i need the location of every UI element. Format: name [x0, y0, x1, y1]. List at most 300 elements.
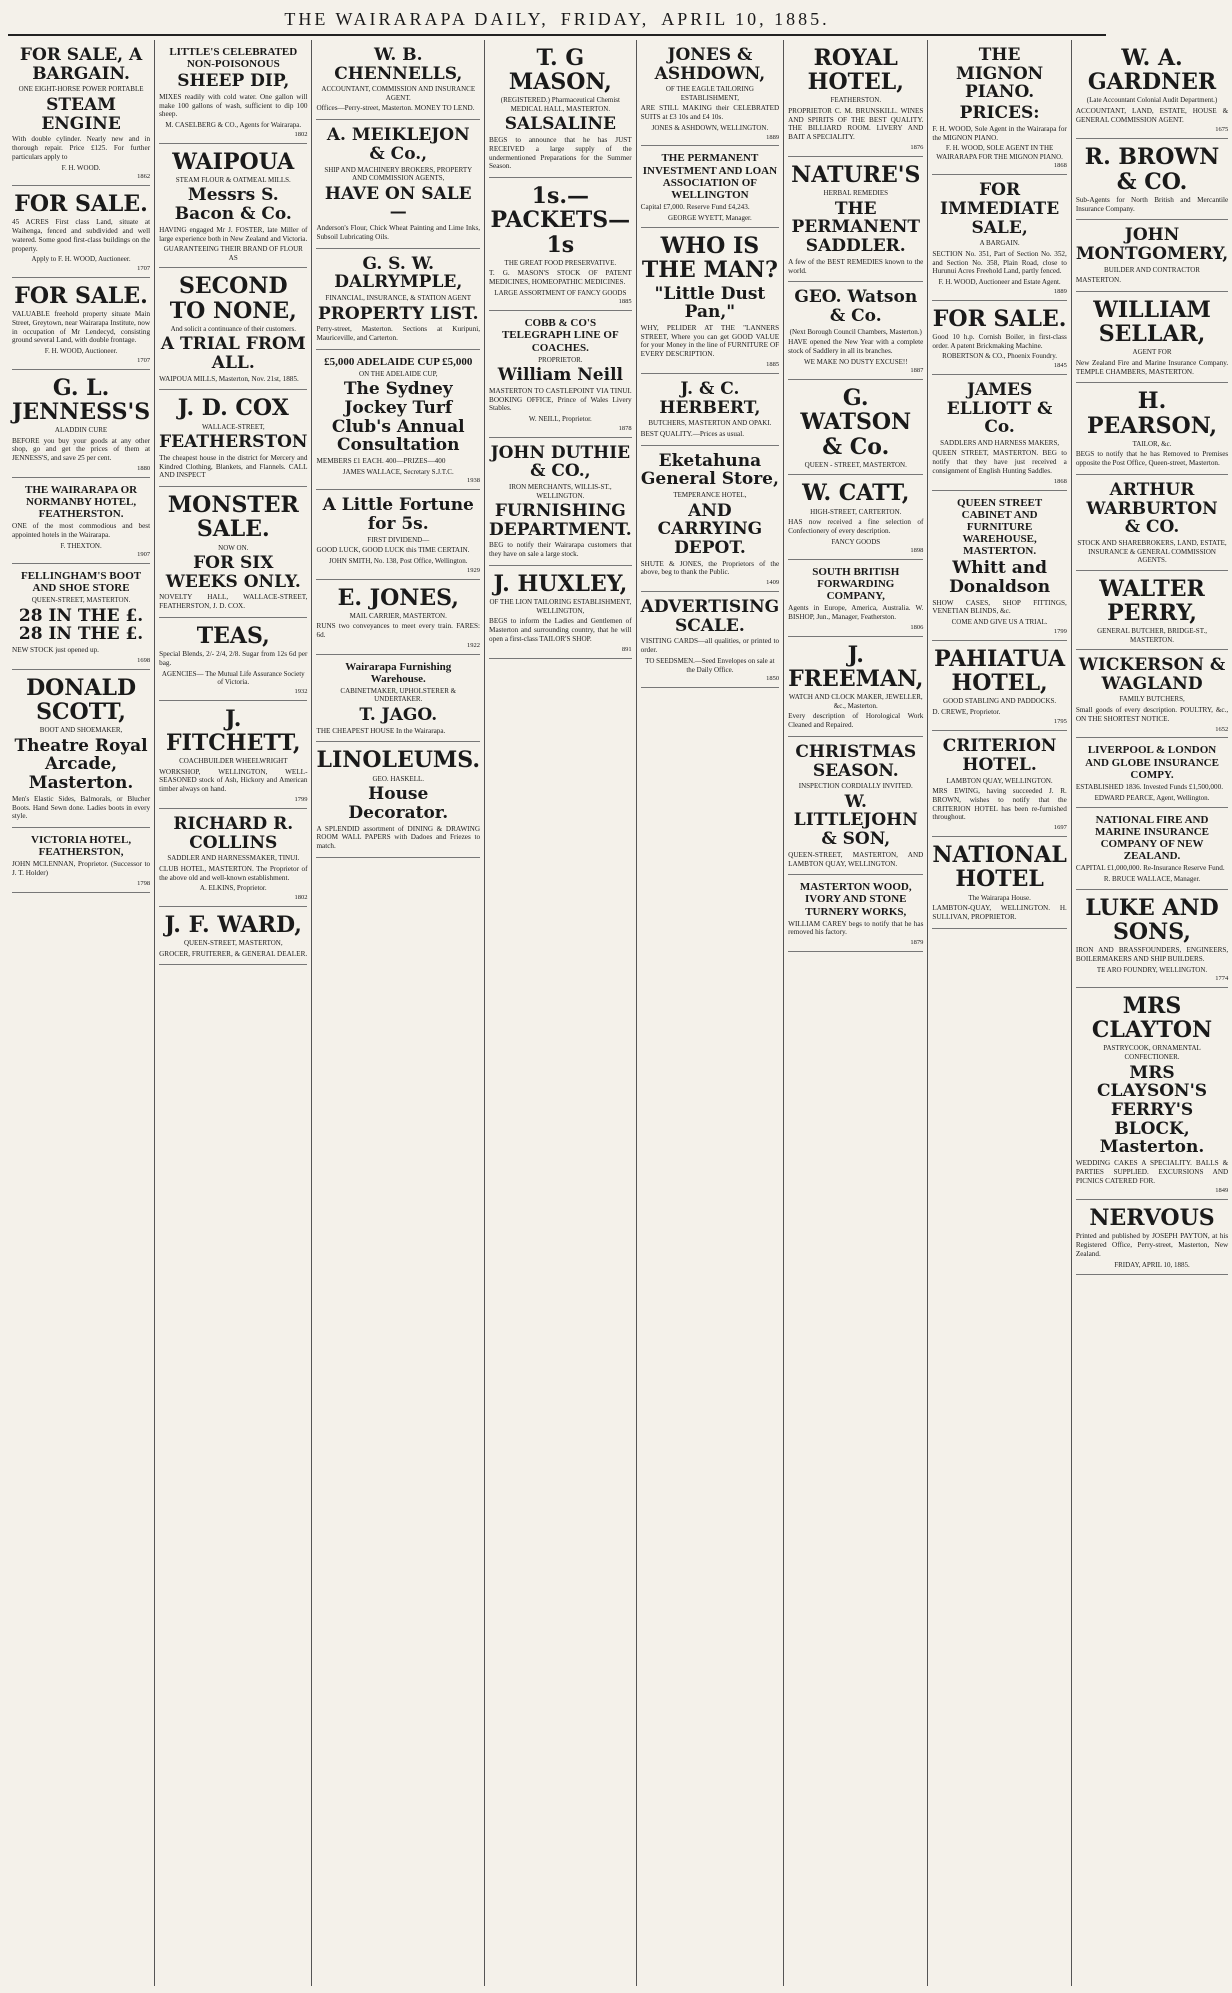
ad-signature: F. H. WOOD, SOLE AGENT IN THE WAIRARAPA FOR THE MIGNON PIANO.	[936, 144, 1063, 161]
ad-title: Wairarapa Furnishing Warehouse.	[345, 660, 452, 685]
ad-title: J. D. COX	[177, 395, 289, 422]
ad-body: HAVE opened the New Year with a complete stock of Saddlery in all its branches.	[788, 338, 924, 355]
ad-title: G. L. JENNESS'S	[12, 374, 151, 425]
advertisement	[1076, 571, 1228, 650]
advertisement	[1076, 890, 1228, 988]
ad-reference-number: 891	[621, 645, 632, 653]
ad-headline: 28 IN THE £. 28 IN THE £.	[18, 605, 144, 645]
advertisement	[316, 40, 480, 120]
ad-reference-number: 1774	[1215, 975, 1229, 983]
ad-body: Perry-street, Masterton. Sections at Kuripuni, Mauriceville, and Carterton.	[316, 325, 481, 342]
ad-body: Anderson's Flour, Chick Wheat Painting and Lime Inks, Subsoil Lubricating Oils.	[316, 224, 481, 241]
ad-body: PROPRIETOR C. M. BRUNSKILL. WINES AND SPIRITS OF THE BEST QUALITY. THE BILLIARD ROOM. LIVERY AND BAIT A SPECIALITY.	[788, 106, 924, 142]
ad-body: JOHN MCLENNAN, Proprietor. (Successor to J. T. Holder)	[12, 860, 151, 878]
ad-signature: TO SEEDSMEN.—Seed Envelopes on sale at the Daily Office.	[645, 657, 775, 674]
ad-body: WAIPOUA MILLS, Masterton, Nov. 21st, 1885.	[159, 374, 299, 383]
ad-title: LUKE AND SONS,	[1085, 894, 1219, 945]
ad-reference-number: 1878	[618, 424, 632, 432]
ad-title: A. MEIKLEJON & Co.,	[326, 125, 470, 164]
ad-title: LIVERPOOL & LONDON AND GLOBE INSURANCE COMPY.	[1085, 744, 1219, 781]
ad-reference-number: 1862	[137, 173, 151, 181]
ad-body: WHY, PELIDER AT THE "LANNERS STREET, Where you can get GOOD VALUE for your Money in the line of FURNITURE OF EVERY DESCRIPTION.	[640, 323, 780, 359]
ad-headline: PROPERTY LIST.	[317, 303, 479, 324]
ad-signature: F. THEXTON.	[60, 541, 102, 550]
ad-signature: R. BRUCE WALLACE, Manager.	[1103, 875, 1201, 884]
ad-title: CHRISTMAS SEASON.	[795, 741, 917, 781]
advertisement	[12, 670, 150, 828]
advertisement	[316, 120, 480, 248]
ad-title: SECOND TO NONE,	[169, 273, 297, 324]
advertisement	[489, 311, 632, 437]
ad-title: J. HUXLEY,	[493, 571, 628, 598]
ad-body: WILLIAM CAREY begs to notify that he has removed his factory.	[788, 919, 924, 937]
ad-body: VALUABLE freehold property situate Main Street, Greytown, near Wairarapa Institute, now in occupation of Mr Lendecyd, consisting ground several Land, with double frontage.	[12, 310, 151, 345]
ad-subtitle: GENERAL BUTCHER, BRIDGE-ST., MASTERTON.	[1097, 626, 1207, 644]
ad-subtitle: FEATHERSTON.	[830, 96, 882, 105]
ad-headline: A TRIAL FROM ALL.	[160, 334, 306, 373]
ad-subtitle: MAIL CARRIER, MASTERTON.	[349, 611, 447, 620]
advertisement	[641, 40, 780, 146]
advertisement	[159, 907, 307, 966]
ad-title: THE WAIRARAPA OR NORMANBY HOTEL, FEATHERSTON.	[25, 483, 138, 520]
ad-title: MRS CLAYTON	[1091, 993, 1213, 1044]
ad-title: T. G MASON,	[508, 45, 612, 96]
ad-title: LINOLEUMS.	[316, 747, 481, 774]
ad-reference-number: 1868	[1053, 477, 1067, 485]
ad-body: MASTERTON TO CASTLEPOINT VIA TINUI. BOOKING OFFICE, Prince of Wales Livery Stables.	[489, 386, 632, 413]
ad-subtitle: HIGH-STREET, CARTERTON.	[810, 507, 902, 516]
ad-title: FOR SALE.	[14, 282, 148, 309]
ad-subtitle: IRON MERCHANTS, WILLIS-ST., WELLINGTON.	[509, 483, 612, 500]
ad-title: FOR SALE.	[14, 191, 148, 218]
ad-reference-number: 1850	[766, 675, 780, 683]
ad-signature: EDWARD PEARCE, Agent, Wellington.	[1094, 793, 1210, 802]
advertisement	[159, 809, 307, 907]
ad-title: ROYAL HOTEL,	[807, 45, 904, 96]
advertisement	[1076, 738, 1228, 808]
ad-body: The cheapest house in the district for Mercery and Kindred Clothing, Blankets, and Flannels. CALL AND INSPECT	[159, 453, 308, 480]
ad-headline: Messrs S. Bacon & Co.	[174, 185, 292, 225]
ad-title: W. CATT,	[802, 480, 910, 507]
ad-reference-number: 1889	[1053, 287, 1067, 295]
advertisement	[159, 487, 307, 618]
ad-body: CLUB HOTEL, MASTERTON. The Proprietor of the above old and well-known establishment.	[159, 864, 308, 882]
ad-body: Agents in Europe, America, Australia. W. BISHOP, Jun., Manager, Featherston.	[788, 604, 924, 622]
ad-headline: FEATHERSTON	[159, 432, 308, 453]
ad-body: Offices—Perry-street, Masterton. MONEY TO LEND.	[316, 104, 475, 113]
ad-body: HAVING engaged Mr J. FOSTER, late Miller of large experience both in New Zealand and Victoria.	[159, 225, 308, 243]
ad-body: QUEEN STREET, MASTERTON. BEG to notify that they have just received a consignment of English Hunting Saddles.	[932, 449, 1067, 476]
ad-title: £5,000 ADELAIDE CUP £5,000	[324, 355, 473, 368]
column-4	[485, 40, 637, 1986]
ad-title: NATURE'S	[791, 161, 921, 188]
advertisement	[316, 249, 480, 350]
ad-subtitle: SADDLER AND HARNESSMAKER, TINUI.	[167, 854, 300, 863]
ad-body: New Zealand Fire and Marine Insurance Company. TEMPLE CHAMBERS, MASTERTON.	[1075, 358, 1229, 376]
ad-subtitle: OF THE LION TAILORING ESTABLISHMENT, WELLINGTON,	[489, 598, 632, 615]
ad-body: Sub-Agents for North British and Mercantile Insurance Company.	[1075, 195, 1229, 213]
advertisement	[932, 175, 1066, 300]
column-8	[1072, 40, 1232, 1986]
advertisement	[159, 268, 307, 390]
ad-title: ARTHUR WARBURTON & CO.	[1086, 479, 1218, 538]
ad-body: With double cylinder. Nearly new and in thorough repair. Price £125. For further particulars apply to	[12, 135, 151, 161]
ad-title: Eketahuna General Store,	[640, 450, 779, 490]
ad-reference-number: 1798	[137, 879, 151, 887]
ad-signature: GEORGE WYETT, Manager.	[668, 213, 752, 222]
advertisement	[932, 375, 1066, 491]
advertisement	[641, 228, 780, 374]
ad-subtitle: HERBAL REMEDIES	[823, 189, 889, 198]
ad-reference-number: 1409	[766, 579, 780, 587]
advertisement	[159, 144, 307, 269]
ad-subtitle: And solicit a continuance of their customers.	[170, 324, 296, 333]
ad-reference-number: 1879	[910, 939, 924, 947]
ad-reference-number: 1938	[467, 477, 481, 485]
ad-subtitle: OF THE EAGLE TAILORING ESTABLISHMENT,	[665, 85, 754, 102]
ad-title: SOUTH BRITISH FORWARDING COMPANY,	[812, 566, 900, 603]
ad-subtitle: WATCH AND CLOCK MAKER, JEWELLER, &c., Masterton.	[788, 693, 923, 710]
ad-body: Good 10 h.p. Cornish Boiler, in first-class order. A patent Brickmaking Machine.	[932, 332, 1067, 350]
advertisement	[489, 40, 632, 178]
advertisement	[932, 641, 1066, 732]
ad-body: LAMBTON-QUAY, WELLINGTON. H. SULLIVAN, PROPRIETOR.	[932, 904, 1067, 921]
ad-title: R. BROWN & CO.	[1084, 144, 1220, 195]
ad-headline: THE PERMANENT SADDLER.	[791, 198, 921, 257]
advertisement	[1076, 475, 1228, 571]
advertisement	[12, 40, 150, 186]
advertisement	[641, 146, 780, 228]
ad-body: BEFORE you buy your goods at any other shop, go and get the prices of them at JENNESS'S, and save 25 per cent.	[12, 436, 151, 463]
ad-body: Special Blends, 2/- 2/4, 2/8. Sugar from 12s 6d per bag.	[159, 650, 308, 668]
advertisement	[1076, 808, 1228, 890]
ad-title: A Little Fortune for 5s.	[322, 495, 474, 535]
ad-title: MASTERTON WOOD, IVORY AND STONE TURNERY WORKS,	[799, 881, 912, 918]
ad-subtitle: STOCK AND SHAREBROKERS, LAND, ESTATE, INSURANCE & GENERAL COMMISSION AGENTS.	[1077, 539, 1227, 565]
ad-subtitle: AGENT FOR	[1132, 348, 1172, 357]
ad-reference-number: 1802	[294, 893, 308, 901]
ad-title: VICTORIA HOTEL, FEATHERSTON,	[31, 834, 132, 859]
ad-subtitle: PROPRIETOR.	[538, 355, 583, 364]
advertisement	[932, 301, 1066, 375]
ad-headline: PRICES:	[959, 103, 1040, 124]
ad-body: BEGS to notify that he has Removed to Premises opposite the Post Office, Queen-street, Masterton.	[1075, 450, 1229, 468]
ad-title: MONSTER SALE.	[167, 492, 299, 543]
advertisement	[12, 478, 150, 564]
ad-body: NEW STOCK just opened up.	[12, 646, 99, 655]
ad-subtitle: LAMBTON QUAY, WELLINGTON.	[946, 776, 1053, 785]
ad-title: WHO IS THE MAN?	[641, 233, 778, 284]
ad-title: COBB & CO'S TELEGRAPH LINE OF COACHES.	[501, 317, 619, 354]
ad-body: RUNS two conveyances to meet every train. FARES: 6d.	[316, 622, 481, 639]
ad-title: TEAS,	[196, 623, 270, 650]
ad-title: FOR SALE.	[932, 305, 1067, 332]
ad-reference-number: 1799	[1053, 627, 1067, 635]
ad-subtitle: ON THE ADELAIDE CUP,	[359, 369, 438, 378]
ad-title: THE MIGNON PIANO.	[956, 45, 1044, 103]
ad-reference-number: 1697	[1053, 824, 1067, 832]
ad-body: A few of the BEST REMEDIES known to the world.	[788, 257, 924, 275]
ad-signature: WE MAKE NO DUSTY EXCUSE!!	[803, 357, 908, 366]
ad-reference-number: 1849	[1215, 1187, 1229, 1195]
ad-headline: W. LITTLEJOHN & SON,	[793, 791, 918, 850]
ad-body: HAS now received a fine selection of Confectionery of every description.	[788, 518, 924, 535]
ad-title: W. B. CHENNELLS,	[334, 45, 463, 84]
ad-body: Every description of Horological Work Cleaned and Repaired.	[788, 712, 924, 730]
ad-signature: JONES & ASHDOWN, WELLINGTON.	[651, 124, 769, 132]
ad-headline: HAVE ON SALE—	[324, 183, 472, 223]
advertisement	[489, 178, 632, 311]
ad-title: JOHN MONTGOMERY,	[1075, 225, 1229, 265]
ad-title: H. PEARSON,	[1086, 388, 1218, 439]
ad-reference-number: 1929	[467, 566, 481, 574]
ad-signature: JOHN SMITH, No. 138, Post Office, Wellington.	[328, 557, 468, 566]
advertisement	[489, 438, 632, 566]
ad-title: JONES & ASHDOWN,	[654, 45, 766, 84]
ad-headline: House Decorator.	[348, 784, 449, 823]
advertisement	[641, 592, 780, 688]
ad-subtitle: CABINETMAKER, UPHOLSTERER & UNDERTAKER.	[340, 686, 457, 704]
ad-reference-number: 1707	[137, 356, 151, 364]
ad-body: D. CREWE, Proprietor.	[932, 707, 1001, 716]
ad-body: QUEEN-STREET, MASTERTON, AND LAMBTON QUAY, WELLINGTON.	[788, 850, 924, 868]
ad-body: Small goods of every description. POULTRY, &c., ON THE SHORTEST NOTICE.	[1075, 705, 1229, 723]
advertisement	[788, 475, 923, 560]
advertisement	[12, 564, 150, 670]
advertisement	[316, 490, 480, 579]
ad-body: MIXES readily with cold water. One gallon will make 100 gallons of wash, sufficient to dip 100 sheep.	[159, 92, 308, 119]
ad-subtitle: QUEEN-STREET, MASTERTON.	[31, 596, 131, 605]
ad-body: Capital £7,000. Reserve Fund £4,243.	[640, 202, 750, 211]
advertisement	[1076, 988, 1228, 1200]
ad-body: GROCER, FRUITERER, & GENERAL DEALER.	[159, 949, 308, 958]
ad-signature: F. H. WOOD.	[61, 163, 101, 172]
ad-title: ADVERTISING SCALE.	[640, 597, 780, 636]
ad-reference-number: 1887	[910, 367, 924, 375]
ad-subtitle: STEAM FLOUR & OATMEAL MILLS.	[175, 175, 291, 184]
ad-subtitle: NOW ON.	[218, 543, 249, 552]
ad-title: JAMES ELLIOTT & Co.	[946, 379, 1053, 438]
advertisement	[788, 40, 923, 157]
ad-signature: F. H. WOOD, Auctioneer.	[44, 347, 118, 356]
ad-subtitle: GOOD STABLING AND PADDOCKS.	[943, 696, 1057, 705]
advertisement	[932, 491, 1066, 641]
ad-reference-number: 1907	[137, 551, 151, 559]
ad-signature: Apply to F. H. WOOD, Auctioneer.	[31, 255, 131, 264]
ad-reference-number: 1880	[137, 464, 151, 472]
ad-headline: T. JAGO.	[359, 704, 438, 725]
advertisement	[788, 282, 923, 380]
ad-reference-number: 1876	[910, 144, 924, 152]
advertisement	[788, 380, 923, 475]
ad-reference-number: 1795	[1053, 718, 1067, 726]
ad-body: SHOW CASES, SHOP FITTINGS, VENETIAN BLINDS, &c.	[932, 598, 1067, 616]
advertisement	[316, 350, 480, 491]
ad-subtitle: ONE EIGHT-HORSE POWER PORTABLE	[18, 85, 144, 94]
ad-subtitle: FINANCIAL, INSURANCE, & STATION AGENT	[325, 293, 472, 302]
ad-signature: TE ARO FOUNDRY, WELLINGTON.	[1096, 965, 1208, 974]
ad-subtitle: (Late Accountant Colonial Audit Department.)	[1086, 96, 1218, 105]
ad-title: PAHIATUA HOTEL,	[934, 645, 1066, 696]
ad-reference-number: 1806	[910, 623, 924, 631]
ad-body: BEST QUALITY.—Prices as usual.	[640, 429, 745, 438]
ad-signature: M. CASELBERG & CO., Agents for Wairarapa.	[165, 121, 302, 130]
ad-headline: Whitt and Donaldson	[949, 558, 1051, 597]
ad-subtitle: A BARGAIN.	[979, 239, 1020, 248]
ad-title: WAIPOUA	[172, 148, 295, 175]
ad-signature: FRIDAY, APRIL 10, 1885.	[1114, 1260, 1190, 1269]
advertisement	[788, 737, 923, 876]
ad-subtitle: QUEEN - STREET, MASTERTON.	[804, 460, 907, 469]
ad-reference-number: 1889	[766, 133, 780, 141]
ad-title: CRITERION HOTEL.	[942, 736, 1057, 775]
ad-reference-number: 1868	[1053, 162, 1067, 170]
ad-headline: The Sydney Jockey Turf Club's Annual Consultation	[331, 379, 465, 456]
ad-body: BEGS to inform the Ladies and Gentlemen of Masterton and surrounding country, that he will open a first-class TAILOR'S SHOP.	[489, 617, 632, 643]
ad-reference-number: 1845	[1053, 361, 1067, 369]
ad-headline: FURNISHING DEPARTMENT.	[489, 501, 632, 540]
advertisement	[1076, 1200, 1228, 1275]
advertisement	[316, 580, 480, 655]
ad-title: JOHN DUTHIE & CO.,	[490, 442, 631, 482]
advertisement	[1076, 292, 1228, 383]
masthead-title: THE WAIRARAPA DAILY,	[284, 8, 549, 29]
ad-title: WICKERSON & WAGLAND	[1078, 655, 1226, 694]
ad-body: ONE of the most commodious and best appointed hotels in the Wairarapa.	[12, 522, 151, 539]
ad-body: THE CHEAPEST HOUSE In the Wairarapa.	[316, 726, 446, 735]
ad-title: FELLINGHAM'S BOOT AND SHOE STORE	[20, 570, 142, 595]
advertisement	[489, 566, 632, 659]
ad-subtitle: TAILOR, &c.	[1132, 439, 1172, 448]
ad-title: RICHARD R. COLLINS	[173, 813, 294, 853]
masthead-date: APRIL 10, 1885.	[661, 8, 830, 29]
ad-reference-number: 1885	[766, 361, 780, 369]
ad-signature: ROBERTSON & CO., Phoenix Foundry.	[942, 352, 1058, 361]
ad-headline: SHEEP DIP,	[177, 71, 290, 92]
advertisement	[12, 370, 150, 478]
ad-title: GEO. Watson & Co.	[794, 287, 918, 326]
ad-title: J. & C. HERBERT,	[659, 378, 761, 418]
columns	[8, 40, 1229, 1986]
ad-body: SHUTE & JONES, the Proprietors of the above, beg to thank the Public.	[640, 559, 780, 577]
advertisement	[788, 875, 923, 952]
ad-body: GOOD LUCK, GOOD LUCK this TIME CERTAIN.	[316, 546, 470, 555]
advertisement	[1076, 40, 1228, 139]
ad-body: F. H. WOOD, Sole Agent in the Wairarapa for the MIGNON PIANO.	[932, 124, 1067, 142]
advertisement	[159, 618, 307, 701]
ad-reference-number: 1652	[1215, 725, 1229, 733]
ad-headline: STEAM ENGINE	[41, 94, 121, 134]
ad-subtitle: (REGISTERED.) Pharmaceutical Chemist MEDICAL HALL, MASTERTON.	[500, 96, 620, 113]
ad-reference-number: 1799	[294, 796, 308, 804]
ad-subtitle: GEO. HASKELL.	[372, 774, 425, 783]
ad-reference-number: 1802	[294, 130, 308, 138]
advertisement	[641, 446, 780, 592]
ad-subtitle: QUEEN-STREET, MASTERTON,	[183, 939, 283, 948]
advertisement	[788, 560, 923, 637]
ad-reference-number: 1707	[137, 264, 151, 272]
ad-title: G. S. W. DALRYMPLE,	[334, 253, 463, 293]
ad-title: NERVOUS	[1089, 1205, 1215, 1232]
column-7	[928, 40, 1071, 1986]
ad-subtitle: PASTRYCOOK, ORNAMENTAL CONFECTIONER.	[1103, 1044, 1201, 1062]
ad-body: CAPITAL £1,000,000. Re-Insurance Reserve Fund.	[1075, 864, 1225, 873]
ad-reference-number: 1675	[1215, 126, 1229, 134]
ad-body: SECTION No. 351, Part of Section No. 352, and Section No. 358, Plain Road, close to Hurunui Acres Freehold Land, partly fenced.	[932, 249, 1067, 276]
ad-headline: "Little Dust Pan,"	[654, 283, 766, 323]
ad-body: Printed and published by JOSEPH PAYTON, at his Registered Office, Perry-street, Masterton, New Zealand.	[1075, 1232, 1229, 1258]
ad-headline: AND CARRYING DEPOT.	[657, 500, 763, 558]
ad-title: THE PERMANENT INVESTMENT AND LOAN ASSOCIATION OF WELLINGTON	[642, 152, 778, 201]
masthead	[8, 4, 1106, 36]
ad-signature: F. H. WOOD, Auctioneer and Estate Agent.	[938, 278, 1061, 287]
ad-subtitle: (Next Borough Council Chambers, Masterton.)	[789, 327, 922, 336]
ad-headline: MRS CLAYSON'S FERRY'S BLOCK, Masterton.	[1096, 1062, 1208, 1158]
ad-reference-number: 1922	[467, 641, 481, 649]
ad-subtitle: INSPECTION CORDIALLY INVITED.	[798, 782, 913, 791]
ad-title: QUEEN STREET CABINET AND FURNITURE WAREHOUSE, MASTERTON.	[956, 496, 1043, 558]
column-3	[312, 40, 485, 1986]
ad-body: NOVELTY HALL, WALLACE-STREET, FEATHERSTON, J. D. COX.	[159, 593, 308, 611]
ad-subtitle: FIRST DIVIDEND—	[367, 535, 430, 544]
ad-subtitle: ALADDIN CURE	[54, 425, 108, 434]
ad-subtitle: THE GREAT FOOD PRESERVATIVE.	[504, 258, 617, 267]
ad-body: Men's Elastic Sides, Balmorals, or Blucher Boots. Hand Sewn done. Ladies boots in every style.	[12, 794, 151, 821]
advertisement	[1076, 383, 1228, 474]
ad-title: LITTLE'S CELEBRATED NON-POISONOUS	[169, 46, 298, 71]
ad-title: G. WATSON & Co.	[800, 385, 912, 460]
ad-title: WILLIAM SELLAR,	[1093, 297, 1211, 348]
ad-body: IRON AND BRASSFOUNDERS, ENGINEERS, BOILERMAKERS AND SHIP BUILDERS.	[1075, 946, 1229, 963]
ad-signature: GUARANTEEING THEIR BRAND OF FLOUR AS	[163, 245, 303, 262]
column-5	[637, 40, 785, 1986]
masthead-day: FRIDAY,	[560, 8, 650, 29]
advertisement	[1076, 650, 1228, 738]
advertisement	[159, 40, 307, 144]
ad-subtitle: COACHBUILDER WHEELWRIGHT	[179, 757, 288, 766]
ad-body: ARE STILL MAKING their CELEBRATED SUITS at £3 10s and £4 10s.	[640, 104, 780, 122]
ad-body: A SPLENDID assortment of DINING & DRAWING ROOM WALL PAPERS with Dadoes and Friezes to match.	[316, 824, 481, 851]
ad-body: WEDDING CAKES A SPECIALITY. BALLS & PARTIES SUPPLIED. EXCURSIONS AND PICNICS CATERED FOR.	[1075, 1158, 1229, 1185]
ad-signature: JAMES WALLACE, Secretary S.J.T.C.	[342, 467, 454, 476]
advertisement	[159, 701, 307, 809]
ad-title: E. JONES,	[337, 584, 459, 611]
ad-title: W. A. GARDNER	[1087, 45, 1217, 96]
ad-subtitle: WALLACE-STREET,	[201, 422, 265, 431]
ad-signature: W. NEILL, Proprietor.	[528, 415, 592, 424]
ad-title: FOR IMMEDIATE SALE,	[940, 180, 1060, 238]
ad-reference-number: 1698	[137, 656, 151, 664]
ad-subtitle: The Wairarapa House.	[968, 893, 1031, 902]
advertisement	[932, 731, 1066, 837]
ad-title: WALTER PERRY,	[1099, 575, 1205, 626]
advertisement	[159, 390, 307, 487]
ad-title: NATIONAL FIRE AND MARINE INSURANCE COMPANY OF NEW ZEALAND.	[1095, 814, 1210, 863]
column-6	[784, 40, 928, 1986]
advertisement	[641, 374, 780, 446]
ad-body: MASTERTON.	[1075, 276, 1121, 285]
advertisement	[316, 655, 480, 743]
ad-headline: FOR SIX WEEKS ONLY.	[165, 553, 301, 592]
ad-subtitle: SADDLERS AND HARNESS MAKERS,	[940, 438, 1060, 447]
ad-body: ACCOUNTANT, LAND, ESTATE, HOUSE & GENERAL COMMISSION AGENT.	[1075, 106, 1229, 124]
ad-body: VISITING CARDS—all qualities, or printed to order.	[640, 637, 780, 655]
ad-signature: LARGE ASSORTMENT OF FANCY GOODS	[494, 288, 627, 297]
advertisement	[1076, 139, 1228, 220]
ad-headline: William Neill	[497, 365, 623, 386]
ad-body: MEMBERS £1 EACH. 400—PRIZES—400	[316, 457, 446, 466]
ad-body: BEG to notify their Wairarapa customers that they have on sale a large stock.	[489, 541, 632, 559]
